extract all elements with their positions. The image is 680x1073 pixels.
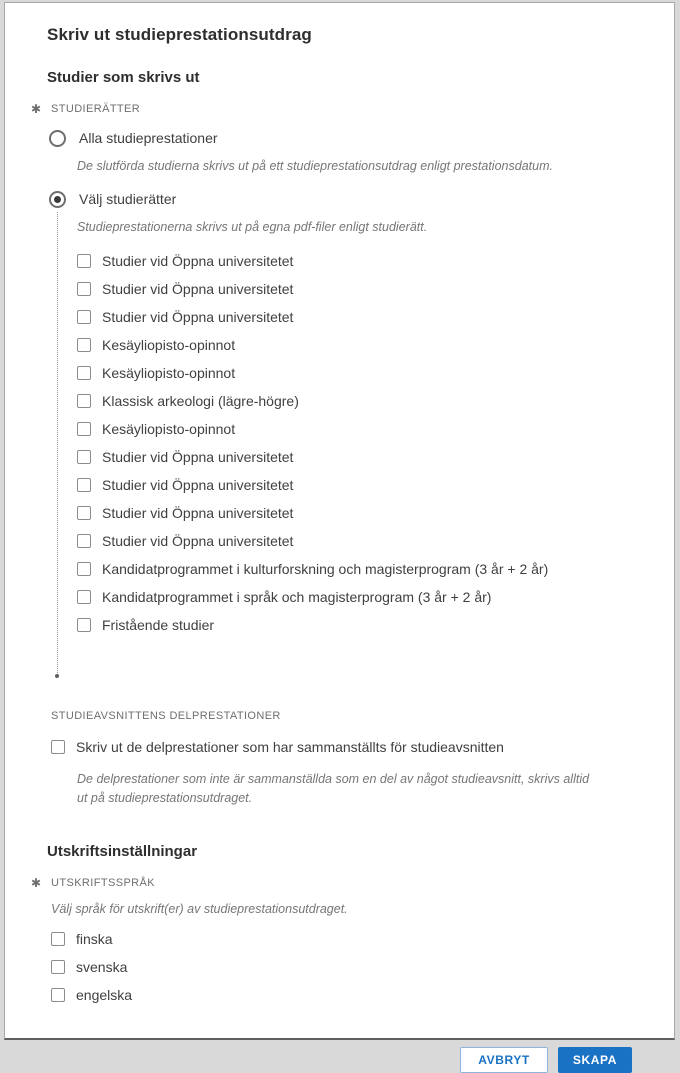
studies-section-heading: Studier som skrivs ut: [47, 69, 200, 86]
radio-button-unchecked-icon[interactable]: [49, 130, 66, 147]
study-right-row-9[interactable]: [47, 471, 632, 499]
radio-select-study-rights[interactable]: [47, 187, 632, 211]
partial-credits-field-label-row: [47, 709, 632, 723]
study-right-row-1[interactable]: [47, 247, 632, 275]
study-right-label: Studier vid Öppna universitetet: [102, 308, 294, 325]
study-right-row-4[interactable]: [47, 331, 632, 359]
tree-connector-line: [57, 212, 58, 674]
create-button[interactable]: SKAPA: [558, 1047, 632, 1073]
checkbox-icon[interactable]: [77, 478, 91, 492]
cancel-button[interactable]: AVBRYT: [460, 1047, 548, 1073]
study-right-row-2[interactable]: [47, 275, 632, 303]
footer-actions: [47, 1047, 632, 1073]
print-language-field-label-row: [31, 875, 632, 890]
study-right-row-7[interactable]: [47, 415, 632, 443]
checkbox-icon[interactable]: [77, 450, 91, 464]
study-right-row-13[interactable]: [47, 583, 632, 611]
language-row-finska[interactable]: [47, 925, 632, 953]
language-label: svenska: [76, 958, 128, 975]
study-right-label: Kesäyliopisto-opinnot: [102, 336, 236, 353]
checkbox-icon[interactable]: [77, 338, 91, 352]
study-right-row-3[interactable]: [47, 303, 632, 331]
checkbox-icon[interactable]: [51, 932, 65, 946]
checkbox-icon[interactable]: [77, 534, 91, 548]
study-right-row-12[interactable]: [47, 555, 632, 583]
study-right-label: Studier vid Öppna universitetet: [102, 504, 294, 521]
study-right-label: Klassisk arkeologi (lägre-högre): [102, 392, 299, 409]
study-rights-field-label-row: [31, 102, 632, 116]
study-right-label: Fristående studier: [102, 616, 215, 633]
print-language-field-label: UTSKRIFTSSPRÅK: [51, 876, 156, 889]
tree-tail-spacer: [47, 639, 632, 685]
study-right-label: Studier vid Öppna universitetet: [102, 476, 294, 493]
partial-credits-checkbox-row[interactable]: [47, 733, 632, 761]
checkbox-icon[interactable]: [77, 394, 91, 408]
tree-end-dot: [55, 674, 59, 678]
radio-select-label: Välj studierätter: [79, 191, 177, 208]
study-right-row-14[interactable]: [47, 611, 632, 639]
radio-all-label: Alla studieprestationer: [79, 130, 218, 146]
language-label: engelska: [76, 986, 133, 1003]
study-right-label: Studier vid Öppna universitetet: [102, 280, 294, 297]
study-right-label: Studier vid Öppna universitetet: [102, 532, 294, 549]
required-asterisk-icon: ✱: [31, 875, 42, 890]
study-right-label: Studier vid Öppna universitetet: [102, 448, 294, 465]
partial-credits-field-label: STUDIEAVSNITTENS DELPRESTATIONER: [51, 709, 281, 722]
print-language-options: [47, 925, 632, 1009]
partial-credits-checkbox-label: Skriv ut de delprestationer som har sammanställts för studieavsnitten: [76, 738, 504, 755]
study-right-row-5[interactable]: [47, 359, 632, 387]
radio-select-help-text: Studieprestationerna skrivs ut på egna pdf-filer enligt studierätt.: [77, 220, 428, 235]
checkbox-icon[interactable]: [77, 310, 91, 324]
radio-button-checked-icon[interactable]: [49, 191, 66, 208]
checkbox-icon[interactable]: [77, 254, 91, 268]
checkbox-icon[interactable]: [51, 960, 65, 974]
page-title: Skriv ut studieprestationsutdrag: [47, 25, 312, 44]
checkbox-icon[interactable]: [77, 506, 91, 520]
study-right-row-10[interactable]: [47, 499, 632, 527]
print-settings-heading: Utskriftsinställningar: [47, 842, 198, 860]
checkbox-icon[interactable]: [77, 618, 91, 632]
checkbox-icon[interactable]: [51, 740, 65, 754]
checkbox-icon[interactable]: [77, 590, 91, 604]
language-label: finska: [76, 930, 113, 947]
checkbox-icon[interactable]: [77, 366, 91, 380]
print-transcript-dialog: [4, 2, 675, 1067]
checkbox-icon[interactable]: [77, 422, 91, 436]
study-right-label: Kandidatprogrammet i språk och magisterprogram (3 år + 2 år): [102, 588, 492, 605]
radio-all-help-text: De slutförda studierna skrivs ut på ett studieprestationsutdrag enligt prestationsdatum.: [77, 159, 553, 173]
study-right-label: Studier vid Öppna universitetet: [102, 252, 294, 269]
study-rights-tree: [47, 218, 632, 684]
study-right-label: Kandidatprogrammet i kulturforskning och magisterprogram (3 år + 2 år): [102, 560, 549, 577]
study-right-label: Kesäyliopisto-opinnot: [102, 364, 236, 381]
partial-credits-help-text: De delprestationer som inte är sammanställda som en del av något studieavsnitt, skrivs alltid ut på studieprestationsutdraget.: [77, 771, 590, 806]
language-row-engelska[interactable]: [47, 981, 632, 1009]
checkbox-icon[interactable]: [77, 282, 91, 296]
study-right-label: Kesäyliopisto-opinnot: [102, 420, 236, 437]
print-language-help-text: Välj språk för utskrift(er) av studieprestationsutdraget.: [51, 901, 348, 916]
checkbox-icon[interactable]: [77, 562, 91, 576]
language-row-svenska[interactable]: [47, 953, 632, 981]
study-right-row-6[interactable]: [47, 387, 632, 415]
checkbox-icon[interactable]: [51, 988, 65, 1002]
study-right-row-8[interactable]: [47, 443, 632, 471]
radio-all-study-attainments[interactable]: [47, 126, 632, 150]
study-right-row-11[interactable]: [47, 527, 632, 555]
required-asterisk-icon: ✱: [31, 102, 42, 116]
study-rights-field-label: STUDIERÄTTER: [51, 103, 141, 115]
